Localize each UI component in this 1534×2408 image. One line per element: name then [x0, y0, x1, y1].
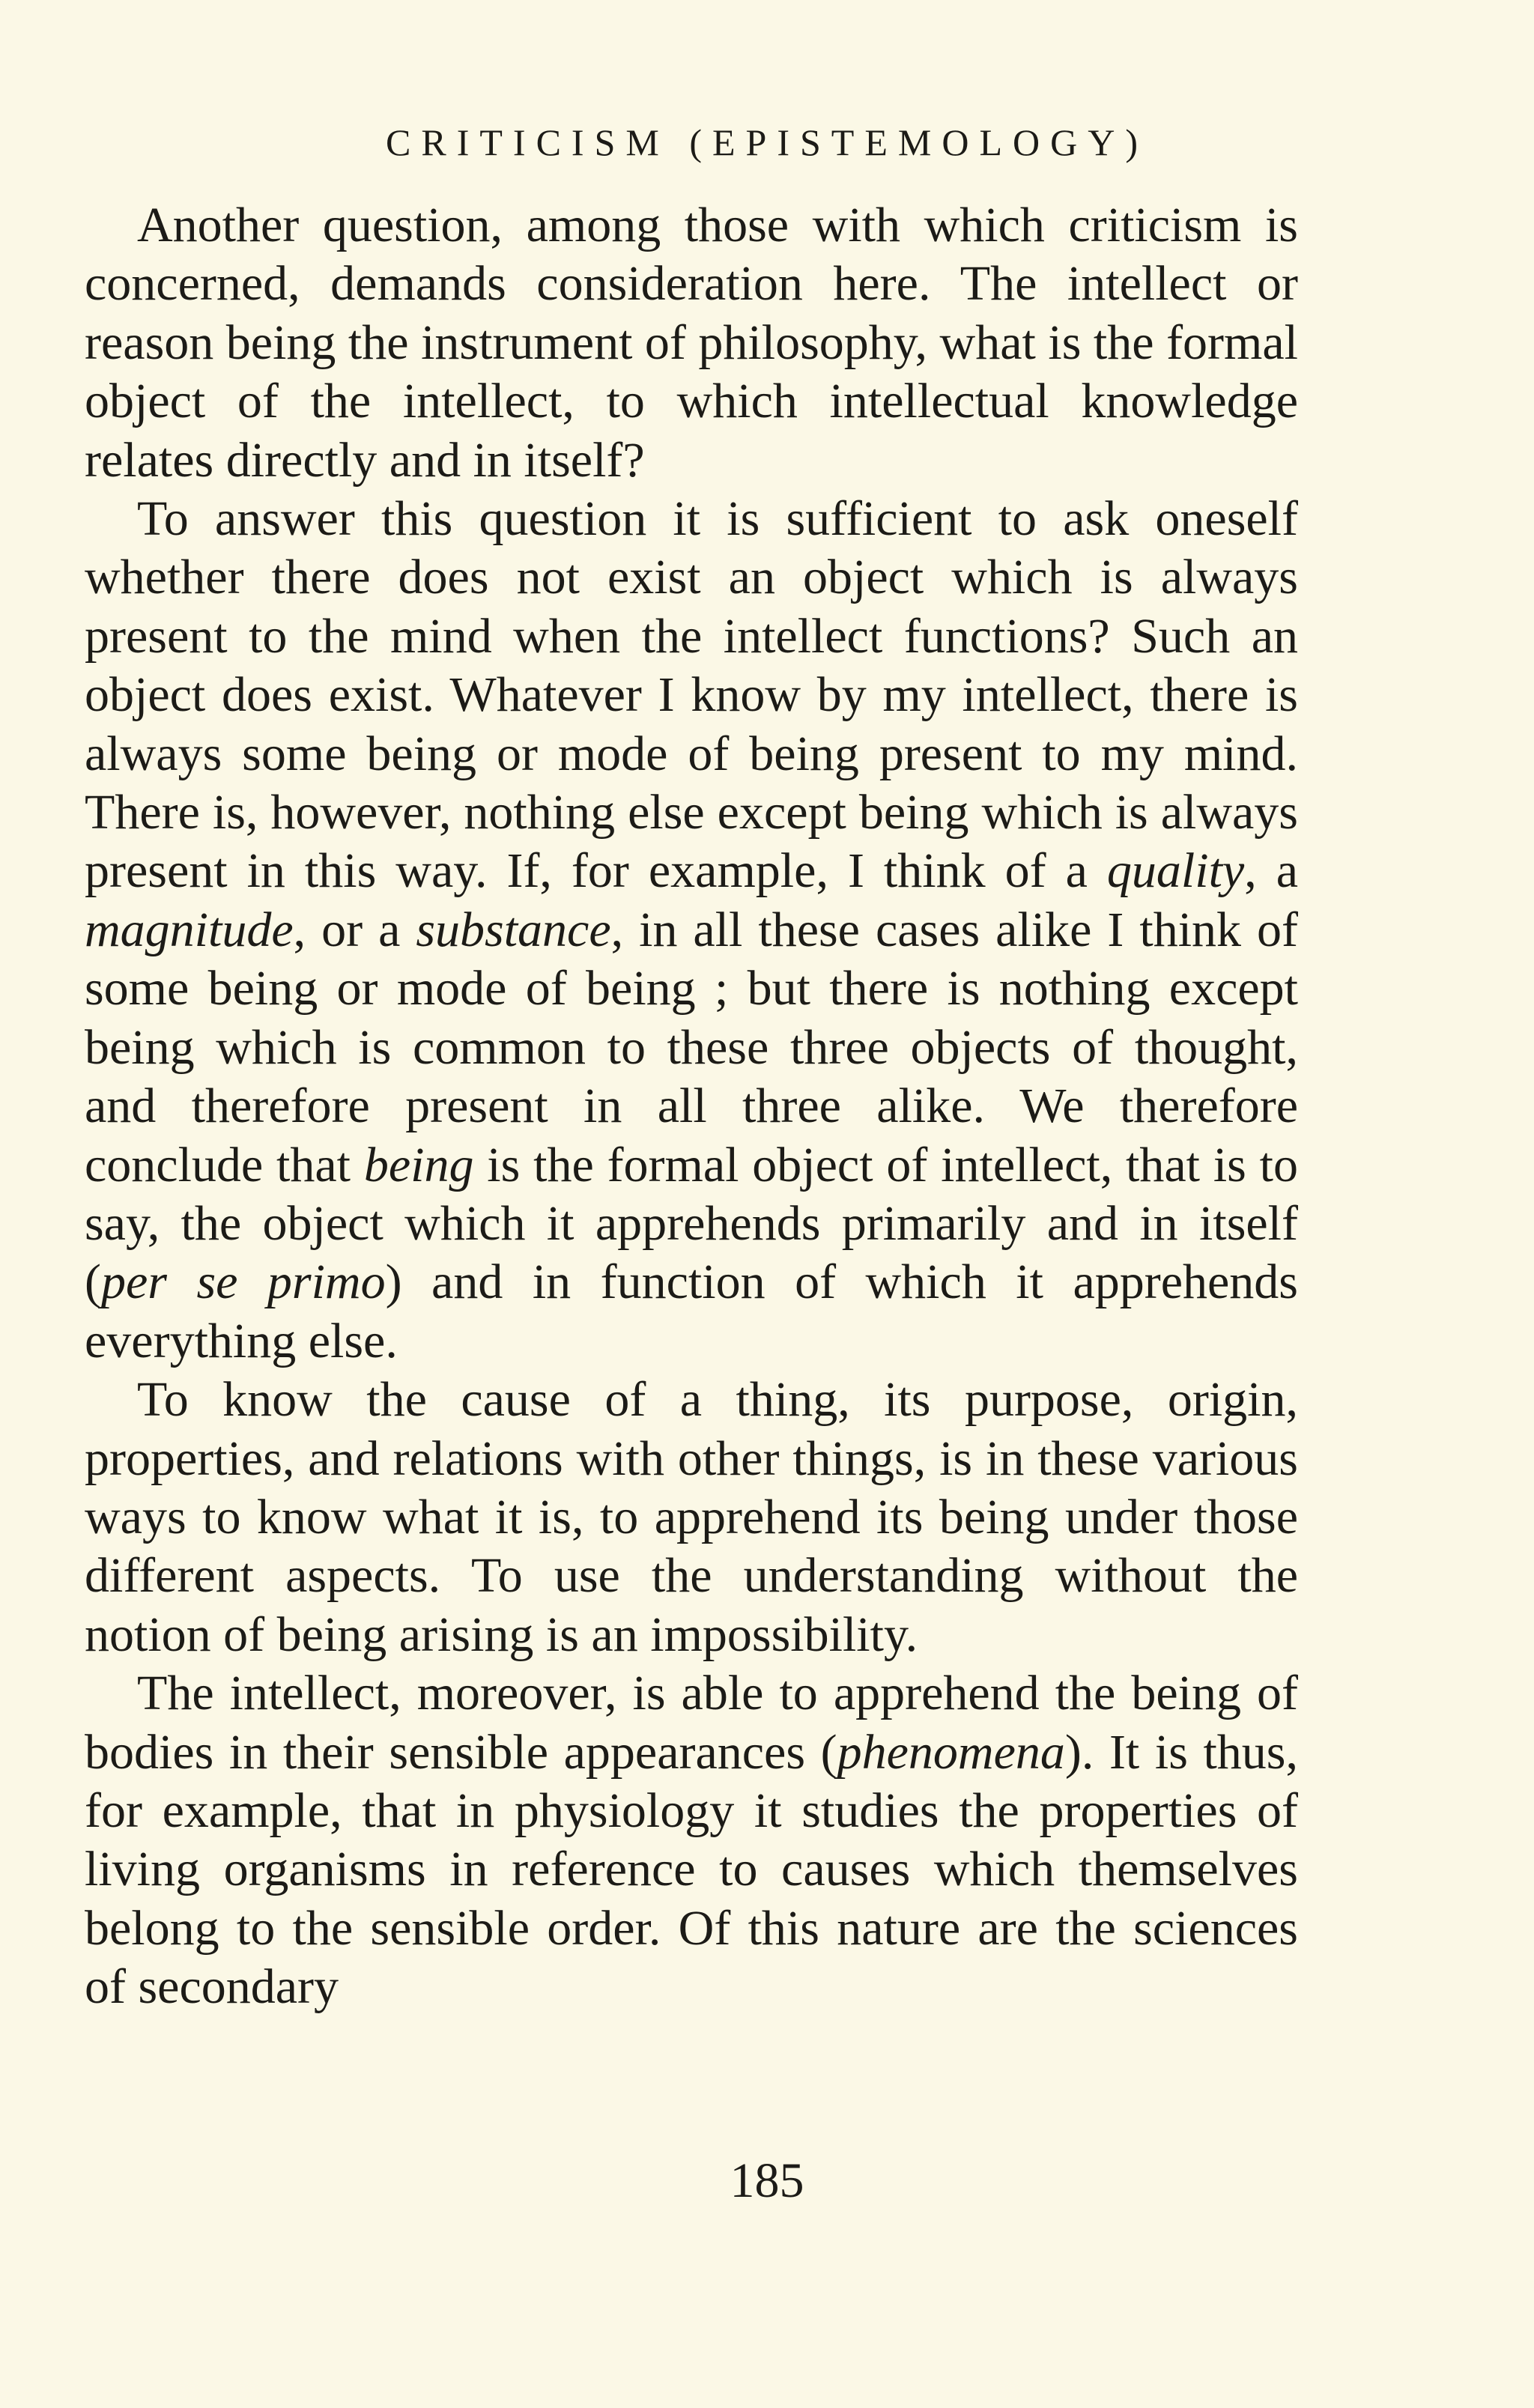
text-run: The intellect, moreover, is able to apprehend the being of bodies in their sensible appearances (: [85, 1666, 1298, 1780]
text-run: , or a: [293, 902, 416, 957]
text-run: , a: [1244, 843, 1298, 899]
text-run: is the formal object of intellect, that is to say, the object which it apprehends primarily and in itself (: [85, 1137, 1299, 1310]
italic-text: quality: [1106, 843, 1245, 899]
text-run: ). It is thus, for example, that in physiology it studies the properties of living organisms in reference to causes which themselves belong to the sensible order. Of this nature are the sciences of secondary: [85, 1724, 1298, 2015]
body-text: [85, 196, 1298, 2017]
text-run: To know the cause of a thing, its purpose, origin, properties, and relations with other things, is in these various ways to know what it is, to apprehend its being under those different aspects. To use the understanding without the notion of being arising is an impossibility.: [85, 1372, 1298, 1662]
italic-text: magnitude: [85, 902, 294, 957]
paragraph: [85, 1371, 1298, 1664]
paragraph: [85, 1664, 1298, 2016]
italic-text: per se primo: [100, 1255, 386, 1310]
paragraph: [85, 196, 1298, 490]
paragraph: [85, 490, 1298, 1371]
text-run: Another question, among those with which criticism is concerned, demands consideration here. The intellect or reason being the instrument of philosophy, what is the formal object of the intellect, to which intellectual knowledge relates directly and in itself?: [85, 198, 1298, 488]
text-run: , in all these cases alike I think of some being or mode of being ; but there is nothing except being which is common to these three objects of thought, and therefore present in all three alike. We therefore conclude that: [85, 902, 1298, 1192]
italic-text: phenomena: [837, 1724, 1065, 1780]
text-run: ) and in function of which it apprehends everything else.: [85, 1255, 1298, 1368]
italic-text: substance: [416, 902, 611, 957]
italic-text: being: [363, 1137, 474, 1192]
page-number: 185: [730, 2153, 804, 2208]
text-run: To answer this question it is sufficient to ask oneself whether there does not exist an object which is always present to the mind when the intellect functions? Such an object does exist. Whatever I know by my intellect, there is always some being or mode of being present to my mind. There is, however, nothing else except being which is always present in this way. If, for example, I think of a: [85, 491, 1298, 899]
running-head: CRITICISM (EPISTEMOLOGY): [386, 121, 1148, 163]
